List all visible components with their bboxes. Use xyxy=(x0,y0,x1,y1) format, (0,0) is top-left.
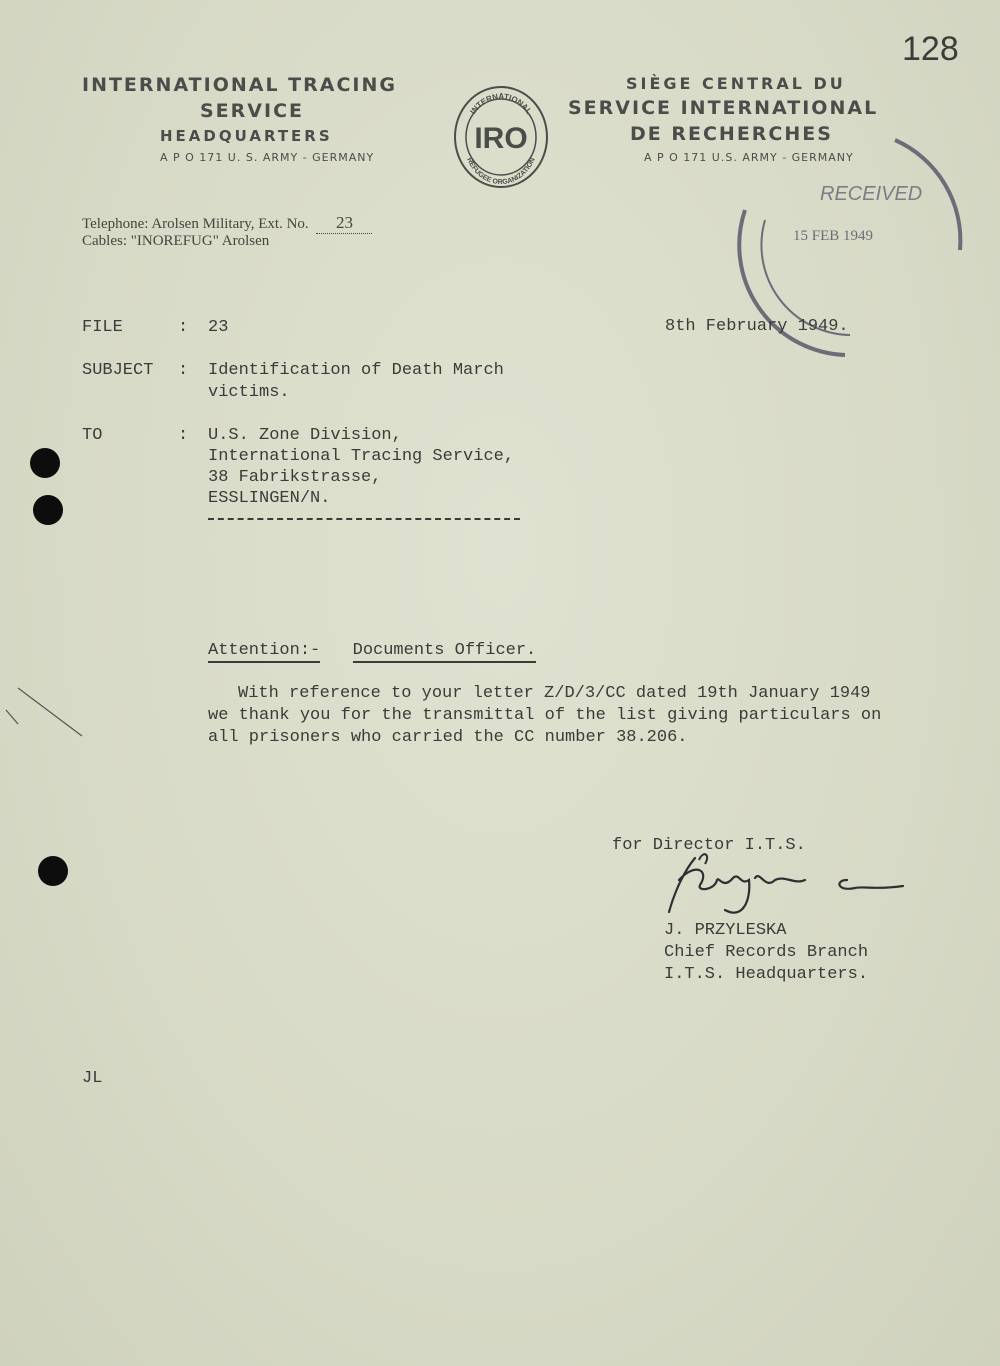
typist-initials: JL xyxy=(82,1069,103,1088)
subject-label: SUBJECT xyxy=(82,361,154,380)
attention-value: Documents Officer. xyxy=(353,641,537,663)
file-value: 23 xyxy=(208,318,229,337)
subject-separator: : xyxy=(178,361,189,380)
logo-ring-top: INTERNATIONAL xyxy=(468,92,534,116)
subject-line1: Identification of Death March xyxy=(208,361,504,380)
body-line3: all prisoners who carried the CC number 38.206. xyxy=(208,728,688,747)
letterhead-right-line2: SERVICE INTERNATIONAL xyxy=(568,97,879,119)
telephone-ext: 23 xyxy=(316,213,372,234)
svg-text:REFUGEE ORGANIZATION xyxy=(465,157,537,186)
to-line3: 38 Fabrikstrasse, xyxy=(208,468,382,487)
svg-text:INTERNATIONAL xyxy=(468,92,533,116)
telephone-label: Telephone: Arolsen Military, Ext. No. xyxy=(82,216,309,232)
to-separator: : xyxy=(178,426,189,445)
letter-date: 8th February 1949. xyxy=(665,317,849,336)
signatory-name: J. PRZYLESKA xyxy=(664,921,787,940)
to-line4: ESSLINGEN/N. xyxy=(208,489,331,508)
body-line1: With reference to your letter Z/D/3/CC dated 19th January 1949 xyxy=(238,684,871,703)
handwritten-signature xyxy=(655,850,915,925)
to-line1: U.S. Zone Division, xyxy=(208,426,402,445)
signature-for-line: for Director I.T.S. xyxy=(612,836,806,855)
attention-line xyxy=(208,640,536,662)
subject-line2: victims. xyxy=(208,383,290,402)
stamp-text: RECEIVED xyxy=(820,183,923,205)
letterhead-right-line3: DE RECHERCHES xyxy=(630,123,833,145)
file-label: FILE xyxy=(82,318,123,337)
letterhead-right-line4: A P O 171 U.S. ARMY - GERMANY xyxy=(644,151,854,164)
punch-hole-2 xyxy=(33,495,63,525)
telephone-line xyxy=(82,213,372,234)
margin-pencil-marks xyxy=(0,680,100,750)
attention-label: Attention:- xyxy=(208,641,320,663)
stamp-date: 15 FEB 1949 xyxy=(793,228,874,244)
iro-logo xyxy=(452,84,550,190)
letterhead-right-line1: SIÈGE CENTRAL DU xyxy=(626,74,846,93)
logo-ring-bottom: REFUGEE ORGANIZATION xyxy=(465,156,537,187)
letterhead-left-line1: INTERNATIONAL TRACING xyxy=(82,74,397,96)
signatory-title2: I.T.S. Headquarters. xyxy=(664,965,869,984)
cables-line: Cables: "INOREFUG" Arolsen xyxy=(82,233,270,249)
body-line2: we thank you for the transmittal of the list giving particulars on xyxy=(208,706,882,725)
to-line2: International Tracing Service, xyxy=(208,447,515,466)
letterhead-left-line2: SERVICE xyxy=(200,100,304,122)
punch-hole-3 xyxy=(38,856,68,886)
letterhead-left-line4: A P O 171 U. S. ARMY - GERMANY xyxy=(160,151,375,164)
file-separator: : xyxy=(178,318,189,337)
page-number: 128 xyxy=(902,30,959,68)
punch-hole-1 xyxy=(30,448,60,478)
to-label: TO xyxy=(82,426,103,445)
address-rule xyxy=(208,518,520,520)
logo-center-text: IRO xyxy=(474,122,528,155)
letterhead-left-line3: HEADQUARTERS xyxy=(160,127,333,145)
signatory-title1: Chief Records Branch xyxy=(664,943,869,962)
